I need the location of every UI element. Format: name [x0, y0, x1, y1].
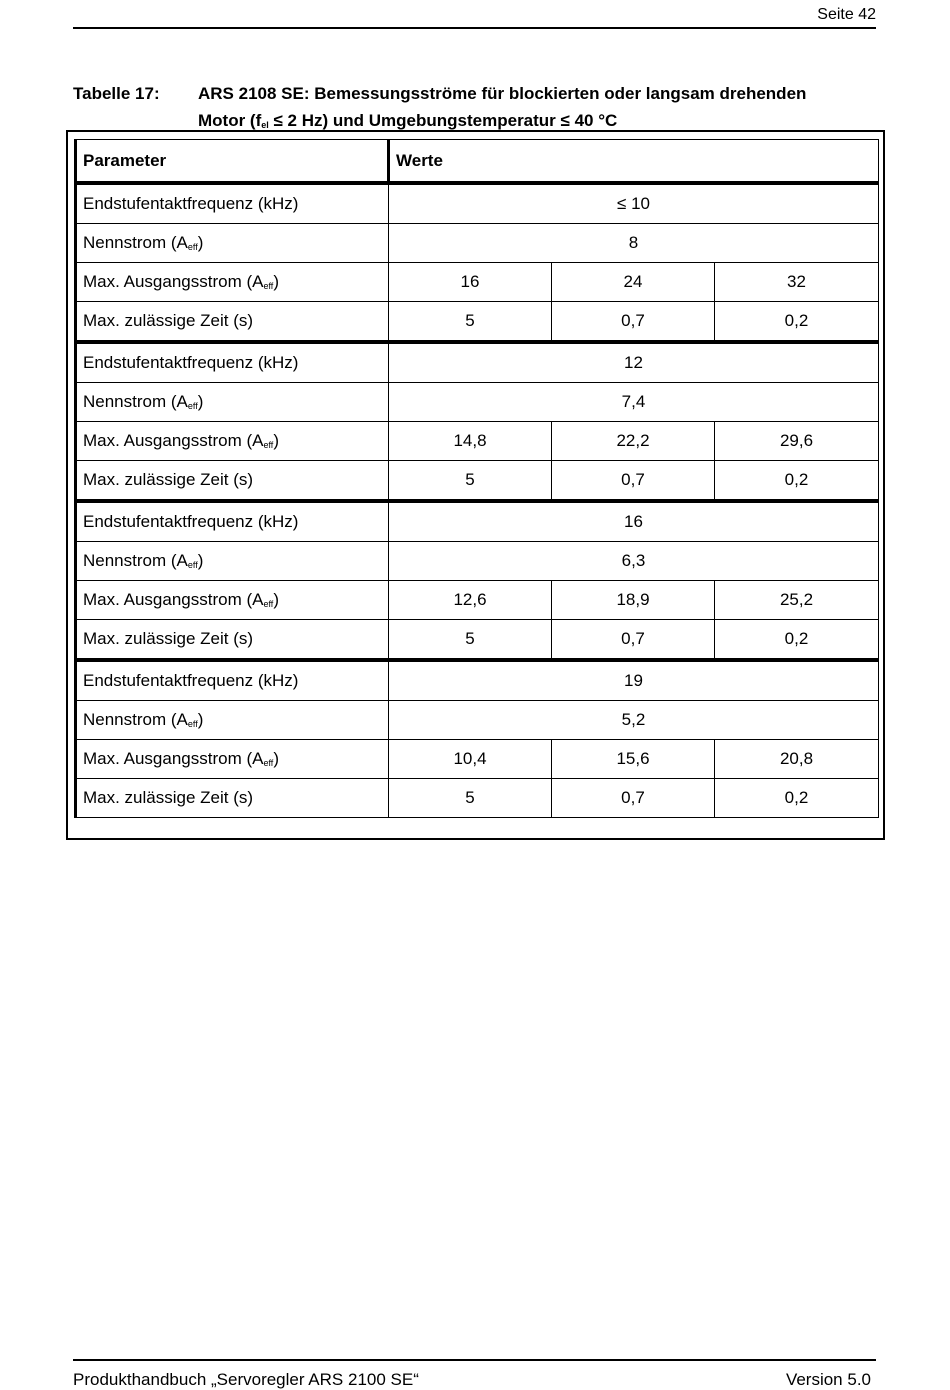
max-time-row [76, 461, 879, 502]
parameter-cell [76, 740, 389, 779]
max-current-value: 32 [715, 263, 879, 302]
header-parameter: Parameter [76, 140, 389, 184]
caption-line-2-post: ≤ 2 Hz) und Umgebungstemperatur ≤ 40 °C [268, 111, 618, 130]
header-rule [73, 27, 876, 29]
max-current-value: 15,6 [552, 740, 715, 779]
footer-rule [73, 1359, 876, 1361]
parameter-paren: ) [197, 233, 204, 252]
max-time-value: 5 [389, 620, 552, 661]
nennstrom-value: 7,4 [389, 383, 879, 422]
parameter-paren: ) [273, 590, 279, 609]
parameter-label: Endstufentaktfrequenz (kHz) [76, 342, 389, 383]
nennstrom-row [76, 701, 879, 740]
table-header-row [76, 140, 879, 184]
caption-subscript: el [261, 120, 269, 130]
max-current-value: 16 [389, 263, 552, 302]
max-time-row [76, 779, 879, 818]
parameter-label: Max. zulässige Zeit (s) [76, 779, 389, 818]
max-time-row [76, 620, 879, 661]
frequency-row [76, 342, 879, 383]
nennstrom-row [76, 224, 879, 263]
nennstrom-value: 8 [389, 224, 879, 263]
frequency-row [76, 660, 879, 701]
parameter-subscript: eff [263, 281, 274, 291]
caption-label: Tabelle 17: [73, 84, 160, 103]
parameter-label: Endstufentaktfrequenz (kHz) [76, 183, 389, 224]
max-current-value: 22,2 [552, 422, 715, 461]
parameter-paren: ) [273, 272, 279, 291]
parameter-subscript: eff [263, 599, 274, 609]
max-time-value: 0,7 [552, 779, 715, 818]
parameter-label: Max. Ausgangsstrom (A [83, 431, 264, 450]
parameter-cell [76, 542, 389, 581]
parameter-label: Endstufentaktfrequenz (kHz) [76, 501, 389, 542]
parameter-paren: ) [197, 710, 204, 729]
max-current-value: 12,6 [389, 581, 552, 620]
parameter-cell [76, 224, 389, 263]
frequency-row [76, 501, 879, 542]
max-time-value: 0,7 [552, 620, 715, 661]
parameter-subscript: eff [187, 242, 198, 252]
parameter-subscript: eff [187, 560, 198, 570]
max-time-value: 0,7 [552, 302, 715, 343]
max-current-row [76, 740, 879, 779]
parameter-subscript: eff [187, 401, 198, 411]
nennstrom-value: 5,2 [389, 701, 879, 740]
max-current-value: 18,9 [552, 581, 715, 620]
parameter-subscript: eff [263, 758, 274, 768]
max-time-value: 0,2 [715, 461, 879, 502]
caption-line-1: ARS 2108 SE: Bemessungsströme für blockierten oder langsam drehenden [198, 84, 807, 103]
parameter-cell [76, 422, 389, 461]
nennstrom-row [76, 383, 879, 422]
frequency-value: ≤ 10 [389, 183, 879, 224]
footer-title: Produkthandbuch „Servoregler ARS 2100 SE“ [73, 1370, 419, 1389]
max-time-value: 5 [389, 779, 552, 818]
max-time-value: 0,2 [715, 779, 879, 818]
parameter-label: Max. Ausgangsstrom (A [83, 749, 264, 768]
parameter-label: Max. Ausgangsstrom (A [83, 272, 264, 291]
footer-version: Version 5.0 [785, 1370, 871, 1389]
parameter-label: Nennstrom (A [83, 551, 188, 570]
nennstrom-row [76, 542, 879, 581]
max-time-value: 5 [389, 302, 552, 343]
max-current-value: 24 [552, 263, 715, 302]
parameter-subscript: eff [263, 440, 274, 450]
parameter-label: Max. zulässige Zeit (s) [76, 461, 389, 502]
parameter-label: Nennstrom (A [83, 233, 188, 252]
header-values: Werte [389, 140, 879, 184]
max-current-row [76, 422, 879, 461]
parameter-label: Nennstrom (A [83, 710, 188, 729]
rating-table-frame [66, 130, 885, 840]
parameter-label: Max. zulässige Zeit (s) [76, 302, 389, 343]
max-time-value: 5 [389, 461, 552, 502]
frequency-value: 12 [389, 342, 879, 383]
page-number: Seite 42 [817, 6, 876, 23]
rating-table [74, 139, 879, 818]
parameter-subscript: eff [187, 719, 198, 729]
max-current-value: 25,2 [715, 581, 879, 620]
frequency-value: 19 [389, 660, 879, 701]
nennstrom-value: 6,3 [389, 542, 879, 581]
caption-line-2-pre: Motor (f [198, 111, 262, 130]
parameter-paren: ) [197, 551, 204, 570]
max-time-value: 0,2 [715, 620, 879, 661]
frequency-value: 16 [389, 501, 879, 542]
parameter-label: Max. zulässige Zeit (s) [76, 620, 389, 661]
max-current-value: 29,6 [715, 422, 879, 461]
max-time-row [76, 302, 879, 343]
parameter-paren: ) [273, 749, 279, 768]
max-current-value: 14,8 [389, 422, 552, 461]
parameter-label: Nennstrom (A [83, 392, 188, 411]
max-time-value: 0,7 [552, 461, 715, 502]
parameter-cell [76, 581, 389, 620]
max-current-value: 20,8 [715, 740, 879, 779]
parameter-label: Endstufentaktfrequenz (kHz) [76, 660, 389, 701]
parameter-cell [76, 263, 389, 302]
max-current-row [76, 581, 879, 620]
max-current-row [76, 263, 879, 302]
parameter-paren: ) [273, 431, 279, 450]
parameter-paren: ) [197, 392, 204, 411]
frequency-row [76, 183, 879, 224]
parameter-label: Max. Ausgangsstrom (A [83, 590, 264, 609]
parameter-cell [76, 701, 389, 740]
parameter-cell [76, 383, 389, 422]
max-current-value: 10,4 [389, 740, 552, 779]
max-time-value: 0,2 [715, 302, 879, 343]
